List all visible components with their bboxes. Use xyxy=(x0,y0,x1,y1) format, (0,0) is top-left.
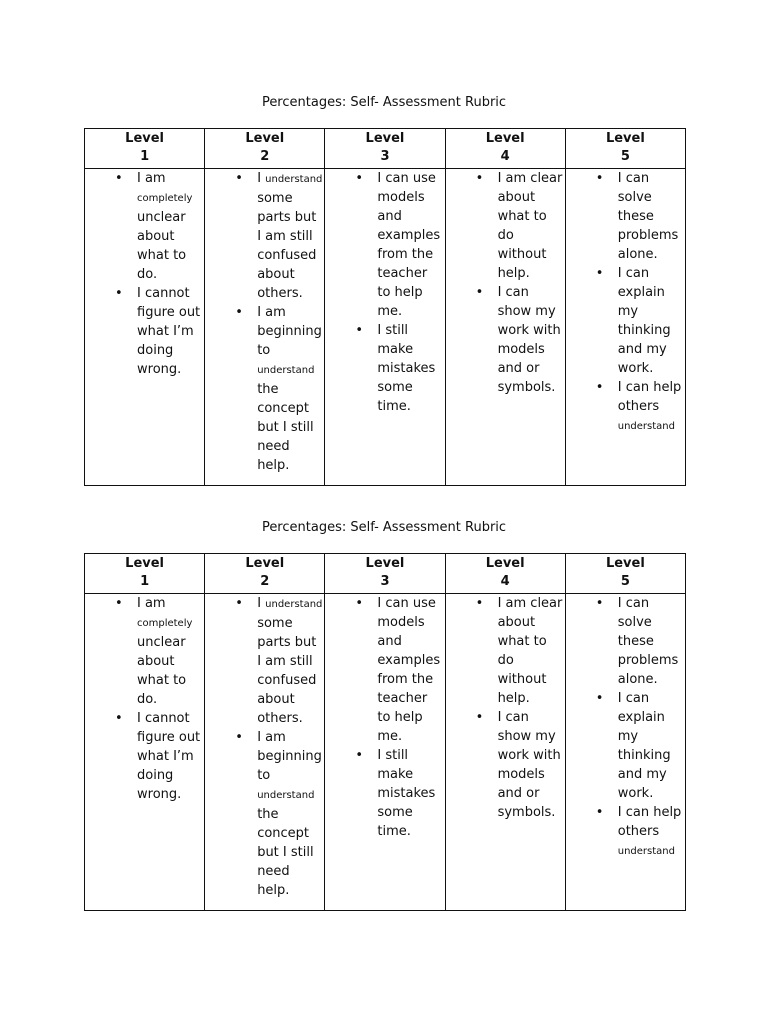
descriptor-row xyxy=(85,169,686,486)
descriptor-list xyxy=(85,169,204,379)
level-number: 5 xyxy=(620,149,630,164)
descriptor-item: • I can solve these problems alone. xyxy=(566,594,685,689)
descriptor-item: • I can solve these problems alone. xyxy=(566,169,685,264)
level-2-cell xyxy=(205,594,325,911)
level-3-cell xyxy=(325,169,445,486)
level-number: 4 xyxy=(500,574,510,589)
level-number: 1 xyxy=(140,149,150,164)
descriptor-item: • I can help others understand xyxy=(566,378,685,436)
descriptor-item: • I understand some parts but I am still confused about others. xyxy=(205,594,324,728)
level-4-cell xyxy=(445,594,565,911)
descriptor-item: • I cannot figure out what I’m doing wrong. xyxy=(85,284,204,379)
level-header xyxy=(205,554,325,594)
level-label: Level xyxy=(365,131,405,146)
descriptor-list xyxy=(205,594,324,900)
descriptor-list xyxy=(446,594,565,822)
level-label: Level xyxy=(125,556,165,571)
level-1-cell xyxy=(85,169,205,486)
level-2-cell xyxy=(205,169,325,486)
level-label: Level xyxy=(365,556,405,571)
descriptor-item: • I still make mistakes some time. xyxy=(325,746,444,841)
descriptor-list xyxy=(205,169,324,475)
level-header xyxy=(325,554,445,594)
descriptor-list xyxy=(566,169,685,436)
rubric-title: Percentages: Self- Assessment Rubric xyxy=(261,520,507,535)
level-number: 2 xyxy=(260,149,270,164)
descriptor-item: • I am beginning to understand the concept but I still need help. xyxy=(205,728,324,900)
level-label: Level xyxy=(485,131,525,146)
rubric-table xyxy=(84,553,686,911)
descriptor-list xyxy=(566,594,685,861)
level-header xyxy=(85,129,205,169)
descriptor-list xyxy=(325,594,444,841)
descriptor-item: • I am clear about what to do without help. xyxy=(446,594,565,708)
descriptor-item: • I am clear about what to do without help. xyxy=(446,169,565,283)
level-number: 5 xyxy=(620,574,630,589)
descriptor-item: • I am completely unclear about what to do. xyxy=(85,169,204,284)
descriptor-item: • I can use models and examples from the teacher to help me. xyxy=(325,594,444,746)
level-header xyxy=(205,129,325,169)
descriptor-item: • I understand some parts but I am still confused about others. xyxy=(205,169,324,303)
level-header xyxy=(565,554,685,594)
level-label: Level xyxy=(125,131,165,146)
descriptor-list xyxy=(85,594,204,804)
level-label: Level xyxy=(605,556,645,571)
level-label: Level xyxy=(605,131,645,146)
rubric-table xyxy=(84,128,686,486)
level-header xyxy=(565,129,685,169)
level-label: Level xyxy=(245,131,285,146)
level-number: 2 xyxy=(260,574,270,589)
level-number: 3 xyxy=(380,149,390,164)
level-1-cell xyxy=(85,594,205,911)
descriptor-row xyxy=(85,594,686,911)
descriptor-item: • I can explain my thinking and my work. xyxy=(566,689,685,803)
level-header xyxy=(85,554,205,594)
header-row xyxy=(85,554,686,594)
level-label: Level xyxy=(245,556,285,571)
level-5-cell xyxy=(565,169,685,486)
descriptor-item: • I cannot figure out what I’m doing wrong. xyxy=(85,709,204,804)
level-5-cell xyxy=(565,594,685,911)
descriptor-item: • I can use models and examples from the teacher to help me. xyxy=(325,169,444,321)
descriptor-item: • I am beginning to understand the concept but I still need help. xyxy=(205,303,324,475)
descriptor-item: • I can help others understand xyxy=(566,803,685,861)
level-label: Level xyxy=(485,556,525,571)
descriptor-item: • I can show my work with models and or symbols. xyxy=(446,708,565,822)
descriptor-item: • I still make mistakes some time. xyxy=(325,321,444,416)
descriptor-list xyxy=(325,169,444,416)
descriptor-item: • I can show my work with models and or symbols. xyxy=(446,283,565,397)
level-3-cell xyxy=(325,594,445,911)
descriptor-item: • I can explain my thinking and my work. xyxy=(566,264,685,378)
level-number: 4 xyxy=(500,149,510,164)
level-header xyxy=(325,129,445,169)
level-number: 1 xyxy=(140,574,150,589)
level-header xyxy=(445,554,565,594)
level-4-cell xyxy=(445,169,565,486)
rubric-title: Percentages: Self- Assessment Rubric xyxy=(261,95,507,110)
descriptor-list xyxy=(446,169,565,397)
level-header xyxy=(445,129,565,169)
level-number: 3 xyxy=(380,574,390,589)
descriptor-item: • I am completely unclear about what to do. xyxy=(85,594,204,709)
header-row xyxy=(85,129,686,169)
